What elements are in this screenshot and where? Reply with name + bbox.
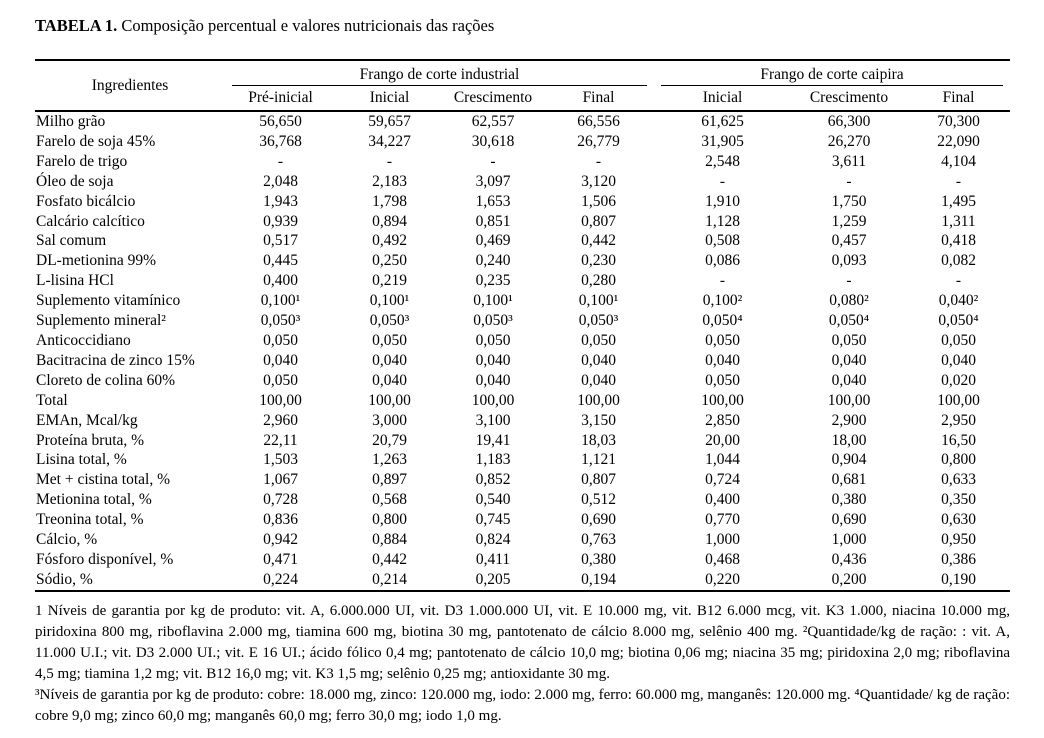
table-row bbox=[35, 411, 1010, 431]
value-cell: 2,950 bbox=[941, 411, 976, 429]
value-cell: 20,00 bbox=[705, 431, 740, 449]
nutrition-table bbox=[35, 59, 1010, 592]
ingredient-label: Metionina total, % bbox=[36, 491, 152, 509]
value-cell: 0,884 bbox=[372, 531, 407, 549]
value-cell: 1,495 bbox=[941, 192, 976, 210]
value-cell: 0,939 bbox=[263, 212, 298, 230]
value-cell: 0,050⁴ bbox=[938, 312, 979, 330]
column-group-caipira-label: Frango de corte caipira bbox=[661, 66, 1003, 86]
table-row bbox=[35, 371, 1010, 391]
value-cell: 1,259 bbox=[831, 212, 867, 230]
table-row bbox=[35, 470, 1010, 490]
value-cell: 0,568 bbox=[372, 491, 407, 509]
value-cell: 0,418 bbox=[941, 232, 976, 250]
value-cell: 0,350 bbox=[941, 491, 976, 509]
value-cell: 0,280 bbox=[581, 272, 616, 290]
value-cell: 0,517 bbox=[263, 232, 298, 250]
ingredient-label: Treonina total, % bbox=[36, 511, 144, 529]
value-cell: 0,220 bbox=[705, 570, 740, 588]
value-cell: 0,040 bbox=[475, 351, 511, 369]
ingredient-label: L-lisina HCl bbox=[36, 272, 114, 290]
table-row bbox=[35, 510, 1010, 530]
value-cell: 2,850 bbox=[705, 411, 740, 429]
ingredient-label: Anticoccidiano bbox=[36, 331, 131, 349]
value-cell: 0,040 bbox=[831, 351, 867, 369]
value-cell: 0,100² bbox=[702, 292, 743, 310]
value-cell: 1,750 bbox=[831, 192, 867, 210]
value-cell: 0,807 bbox=[581, 471, 616, 489]
value-cell: 0,508 bbox=[705, 232, 740, 250]
value-cell: 1,311 bbox=[941, 212, 976, 230]
value-cell: 0,100¹ bbox=[578, 292, 619, 310]
column-group-caipira bbox=[654, 60, 1010, 86]
value-cell: 34,227 bbox=[368, 132, 411, 150]
value-cell: 2,960 bbox=[263, 411, 298, 429]
value-cell: 0,020 bbox=[941, 371, 976, 389]
table-row bbox=[35, 132, 1010, 152]
value-cell: 0,836 bbox=[263, 511, 298, 529]
ingredient-label: Sódio, % bbox=[36, 570, 93, 588]
value-cell: 0,942 bbox=[263, 531, 298, 549]
value-cell: 2,900 bbox=[831, 411, 867, 429]
ingredient-label: Farelo de soja 45% bbox=[36, 132, 156, 150]
value-cell: - bbox=[595, 152, 602, 170]
value-cell: 0,100¹ bbox=[473, 292, 513, 310]
value-cell: 0,904 bbox=[831, 451, 867, 469]
table-number: TABELA 1. bbox=[35, 16, 118, 35]
value-cell: 22,11 bbox=[263, 431, 298, 449]
value-cell: 0,633 bbox=[941, 471, 976, 489]
footnotes bbox=[35, 601, 1010, 727]
value-cell: 56,650 bbox=[259, 113, 302, 130]
ingredient-label: EMAn, Mcal/kg bbox=[36, 411, 138, 429]
table-row bbox=[35, 172, 1010, 192]
value-cell: 0,040 bbox=[475, 371, 511, 389]
value-cell: 0,050³ bbox=[578, 312, 619, 330]
value-cell: 0,400 bbox=[705, 491, 740, 509]
value-cell: 0,050 bbox=[263, 371, 298, 389]
value-cell: 1,263 bbox=[372, 451, 407, 469]
table-row bbox=[35, 111, 1010, 132]
value-cell: 1,506 bbox=[581, 192, 616, 210]
value-cell: 0,050³ bbox=[260, 312, 301, 330]
table-row bbox=[35, 192, 1010, 212]
value-cell: 3,120 bbox=[581, 172, 616, 190]
value-cell: 0,040 bbox=[705, 351, 740, 369]
value-cell: 0,770 bbox=[705, 511, 740, 529]
value-cell: 0,380 bbox=[831, 491, 867, 509]
ingredient-label: Proteína bruta, % bbox=[36, 431, 145, 449]
value-cell: 0,240 bbox=[475, 252, 511, 270]
value-cell: 3,611 bbox=[831, 152, 867, 170]
value-cell: 0,800 bbox=[941, 451, 976, 469]
value-cell: 0,040 bbox=[581, 371, 616, 389]
value-cell: 0,852 bbox=[475, 471, 511, 489]
table-row bbox=[35, 450, 1010, 470]
value-cell: 3,000 bbox=[372, 411, 407, 429]
value-cell: 100,00 bbox=[368, 391, 411, 409]
value-cell: 0,050 bbox=[705, 371, 740, 389]
value-cell: 1,128 bbox=[705, 212, 740, 230]
value-cell: - bbox=[955, 172, 962, 190]
column-header: Crescimento bbox=[443, 86, 543, 111]
value-cell: 0,442 bbox=[372, 550, 407, 568]
value-cell: 0,050³ bbox=[369, 312, 410, 330]
value-cell: 0,040 bbox=[263, 351, 298, 369]
value-cell: - bbox=[719, 272, 726, 290]
value-cell: 0,445 bbox=[263, 252, 298, 270]
value-cell: 0,080² bbox=[829, 292, 869, 310]
table-row bbox=[35, 490, 1010, 510]
value-cell: 0,214 bbox=[372, 570, 407, 588]
column-header: Crescimento bbox=[791, 86, 907, 111]
value-cell: - bbox=[277, 152, 284, 170]
value-cell: 1,503 bbox=[263, 451, 298, 469]
value-cell: 0,040 bbox=[372, 351, 407, 369]
table-row bbox=[35, 212, 1010, 232]
ingredient-label: Total bbox=[36, 391, 68, 409]
value-cell: 0,224 bbox=[263, 570, 298, 588]
value-cell: - bbox=[719, 172, 726, 190]
value-cell: 0,100¹ bbox=[369, 292, 410, 310]
value-cell: - bbox=[490, 152, 496, 170]
value-cell: 0,380 bbox=[581, 550, 616, 568]
value-cell: 2,183 bbox=[372, 172, 407, 190]
value-cell: 61,625 bbox=[701, 113, 744, 130]
value-cell: 0,050 bbox=[581, 331, 616, 349]
value-cell: 0,050 bbox=[263, 331, 298, 349]
table-row bbox=[35, 331, 1010, 351]
value-cell: 100,00 bbox=[471, 391, 515, 409]
ingredient-label: Calcário calcítico bbox=[36, 212, 145, 230]
value-cell: 26,270 bbox=[827, 132, 871, 150]
value-cell: 100,00 bbox=[701, 391, 744, 409]
table-row bbox=[35, 391, 1010, 411]
value-cell: 0,100¹ bbox=[260, 292, 301, 310]
value-cell: 0,469 bbox=[475, 232, 511, 250]
value-cell: 100,00 bbox=[577, 391, 620, 409]
value-cell: 0,190 bbox=[941, 570, 976, 588]
ingredient-label: Bacitracina de zinco 15% bbox=[36, 351, 195, 369]
value-cell: - bbox=[386, 152, 393, 170]
value-cell: 0,851 bbox=[475, 212, 511, 230]
value-cell: 1,653 bbox=[475, 192, 511, 210]
ingredient-label: Fosfato bicálcio bbox=[36, 192, 136, 210]
ingredient-label: Lisina total, % bbox=[36, 451, 127, 469]
table-row bbox=[35, 251, 1010, 271]
ingredient-label: Farelo de trigo bbox=[36, 152, 128, 170]
value-cell: 0,050 bbox=[941, 331, 976, 349]
value-cell: 59,657 bbox=[368, 113, 411, 130]
table-caption bbox=[35, 16, 1010, 36]
value-cell: 0,411 bbox=[475, 550, 511, 568]
column-header: Final bbox=[907, 86, 1010, 111]
value-cell: 0,082 bbox=[941, 252, 976, 270]
value-cell: 20,79 bbox=[372, 431, 407, 449]
column-header: Final bbox=[543, 86, 654, 111]
group-header-row bbox=[35, 60, 1010, 86]
value-cell: 0,050 bbox=[831, 331, 867, 349]
value-cell: 2,548 bbox=[705, 152, 740, 170]
value-cell: 0,894 bbox=[372, 212, 407, 230]
table-row bbox=[35, 530, 1010, 550]
value-cell: 62,557 bbox=[471, 113, 515, 130]
value-cell: 0,540 bbox=[475, 491, 511, 509]
value-cell: 100,00 bbox=[937, 391, 980, 409]
table-row bbox=[35, 550, 1010, 570]
footnote-2: ³Níveis de garantia por kg de produto: cobre: 18.000 mg, zinco: 120.000 mg, iodo: 2.000 mg, ferro: 60.000 mg, manganês: 120.000 mg. ⁴Quantidade/ kg de ração: cobre 9,0 mg; zinco 60,0 mg; manganês 60,0 mg; ferro 30,0 mg; iodo 1,0 mg. bbox=[35, 686, 1010, 724]
value-cell: 0,897 bbox=[372, 471, 407, 489]
ingredient-label: DL-metionina 99% bbox=[36, 252, 157, 270]
value-cell: 1,943 bbox=[263, 192, 298, 210]
ingredient-label: Cloreto de colina 60% bbox=[36, 371, 176, 389]
ingredient-label: Fósforo disponível, % bbox=[36, 550, 174, 568]
value-cell: 1,183 bbox=[475, 451, 511, 469]
value-cell: 0,050 bbox=[372, 331, 407, 349]
ingredient-label: Cálcio, % bbox=[36, 531, 98, 549]
value-cell: 66,300 bbox=[827, 113, 871, 130]
value-cell: 0,442 bbox=[581, 232, 616, 250]
value-cell: 0,681 bbox=[831, 471, 867, 489]
table-header bbox=[35, 60, 1010, 111]
value-cell: 0,250 bbox=[372, 252, 407, 270]
value-cell: 3,100 bbox=[475, 411, 511, 429]
value-cell: 31,905 bbox=[701, 132, 744, 150]
value-cell: 0,950 bbox=[941, 531, 976, 549]
ingredient-label: Met + cistina total, % bbox=[36, 471, 171, 489]
value-cell: 1,910 bbox=[705, 192, 740, 210]
table-row bbox=[35, 351, 1010, 371]
value-cell: 2,048 bbox=[263, 172, 298, 190]
value-cell: 1,044 bbox=[705, 451, 740, 469]
value-cell: 0,471 bbox=[263, 550, 298, 568]
value-cell: 36,768 bbox=[259, 132, 302, 150]
footnote-1: 1 Níveis de garantia por kg de produto: vit. A, 6.000.000 UI, vit. D3 1.000.000 UI, vit. E 10.000 mg, vit. B12 6.000 mcg, vit. K3 1.000, niacina 10.000 mg, piridoxina 800 mg, riboflavina 2.000 mg, tiamina 600 mg, biotina 30 mg, pantotenato de cálcio 8.000 mg, selênio 400 mg. ²Quantidade/kg de ração: : vit. A, 11.000 U.I.; vit. D3 2.000 UI.; vit. E 16 UI.; ácido fólico 0,4 mg; pantotenato de cálcio 10,0 mg; biotina 0,06 mg; niacina 35 mg; piridoxina 2,0 mg; riboflavina 4,5 mg; tiamina 1,2 mg; vit. B12 16,0 mg; vit. K3 1,5 mg; selênio 0,25 mg; antioxidante 30 mg. bbox=[35, 602, 1010, 682]
value-cell: - bbox=[846, 272, 852, 290]
value-cell: 1,121 bbox=[581, 451, 616, 469]
table-row bbox=[35, 311, 1010, 331]
value-cell: 0,512 bbox=[581, 491, 616, 509]
value-cell: 0,824 bbox=[475, 531, 511, 549]
value-cell: 0,400 bbox=[263, 272, 298, 290]
value-cell: - bbox=[955, 272, 962, 290]
column-group-industrial-label: Frango de corte industrial bbox=[232, 66, 647, 86]
table-row bbox=[35, 431, 1010, 451]
value-cell: 0,040² bbox=[938, 292, 979, 310]
value-cell: 0,728 bbox=[263, 491, 298, 509]
value-cell: 22,090 bbox=[937, 132, 980, 150]
value-cell: 0,235 bbox=[475, 272, 511, 290]
value-cell: 4,104 bbox=[941, 152, 976, 170]
value-cell: 18,00 bbox=[831, 431, 867, 449]
value-cell: 0,040 bbox=[831, 371, 867, 389]
value-cell: 100,00 bbox=[827, 391, 871, 409]
ingredient-label: Suplemento mineral² bbox=[36, 312, 166, 330]
value-cell: 0,436 bbox=[831, 550, 867, 568]
value-cell: 0,200 bbox=[831, 570, 867, 588]
value-cell: 0,050³ bbox=[473, 312, 513, 330]
value-cell: 0,690 bbox=[581, 511, 616, 529]
table-row bbox=[35, 271, 1010, 291]
ingredient-label: Sal comum bbox=[36, 232, 107, 250]
column-header: Inicial bbox=[654, 86, 791, 111]
value-cell: 0,763 bbox=[581, 531, 616, 549]
value-cell: 0,492 bbox=[372, 232, 407, 250]
value-cell: 0,468 bbox=[705, 550, 740, 568]
value-cell: 3,097 bbox=[475, 172, 511, 190]
value-cell: 0,050⁴ bbox=[828, 312, 870, 330]
value-cell: 0,050⁴ bbox=[702, 312, 743, 330]
value-cell: 16,50 bbox=[941, 431, 976, 449]
table-row bbox=[35, 570, 1010, 591]
ingredient-label: Óleo de soja bbox=[36, 172, 114, 190]
value-cell: 1,000 bbox=[705, 531, 740, 549]
value-cell: 0,040 bbox=[372, 371, 407, 389]
value-cell: 0,205 bbox=[475, 570, 511, 588]
value-cell: 0,219 bbox=[372, 272, 407, 290]
ingredient-label: Suplemento vitamínico bbox=[36, 292, 181, 310]
ingredients-column-header: Ingredientes bbox=[35, 60, 225, 111]
value-cell: 0,457 bbox=[831, 232, 867, 250]
value-cell: 70,300 bbox=[937, 113, 980, 130]
value-cell: 19,41 bbox=[475, 431, 511, 449]
value-cell: 0,040 bbox=[941, 351, 976, 369]
value-cell: 1,067 bbox=[263, 471, 298, 489]
value-cell: 0,230 bbox=[581, 252, 616, 270]
value-cell: 1,798 bbox=[372, 192, 407, 210]
value-cell: 0,086 bbox=[705, 252, 740, 270]
table-row bbox=[35, 231, 1010, 251]
value-cell: 0,745 bbox=[475, 511, 511, 529]
ingredient-label: Milho grão bbox=[36, 113, 106, 130]
value-cell: 0,690 bbox=[831, 511, 867, 529]
value-cell: 0,386 bbox=[941, 550, 976, 568]
value-cell: 0,093 bbox=[831, 252, 867, 270]
column-header: Inicial bbox=[336, 86, 443, 111]
column-group-industrial bbox=[225, 60, 654, 86]
value-cell: 0,040 bbox=[581, 351, 616, 369]
value-cell: 0,050 bbox=[705, 331, 740, 349]
table-caption-text: Composição percentual e valores nutricionais das rações bbox=[121, 16, 495, 35]
table-row bbox=[35, 291, 1010, 311]
value-cell: 3,150 bbox=[581, 411, 616, 429]
value-cell: 26,779 bbox=[577, 132, 620, 150]
table-row bbox=[35, 152, 1010, 172]
value-cell: - bbox=[846, 172, 852, 190]
value-cell: 18,03 bbox=[581, 431, 616, 449]
value-cell: 30,618 bbox=[471, 132, 515, 150]
value-cell: 0,194 bbox=[581, 570, 616, 588]
value-cell: 0,800 bbox=[372, 511, 407, 529]
value-cell: 0,630 bbox=[941, 511, 976, 529]
table-body bbox=[35, 111, 1010, 591]
value-cell: 0,724 bbox=[705, 471, 740, 489]
value-cell: 0,807 bbox=[581, 212, 616, 230]
value-cell: 0,050 bbox=[475, 331, 511, 349]
column-header: Pré-inicial bbox=[225, 86, 336, 111]
value-cell: 66,556 bbox=[577, 113, 620, 130]
value-cell: 1,000 bbox=[831, 531, 867, 549]
value-cell: 100,00 bbox=[259, 391, 302, 409]
